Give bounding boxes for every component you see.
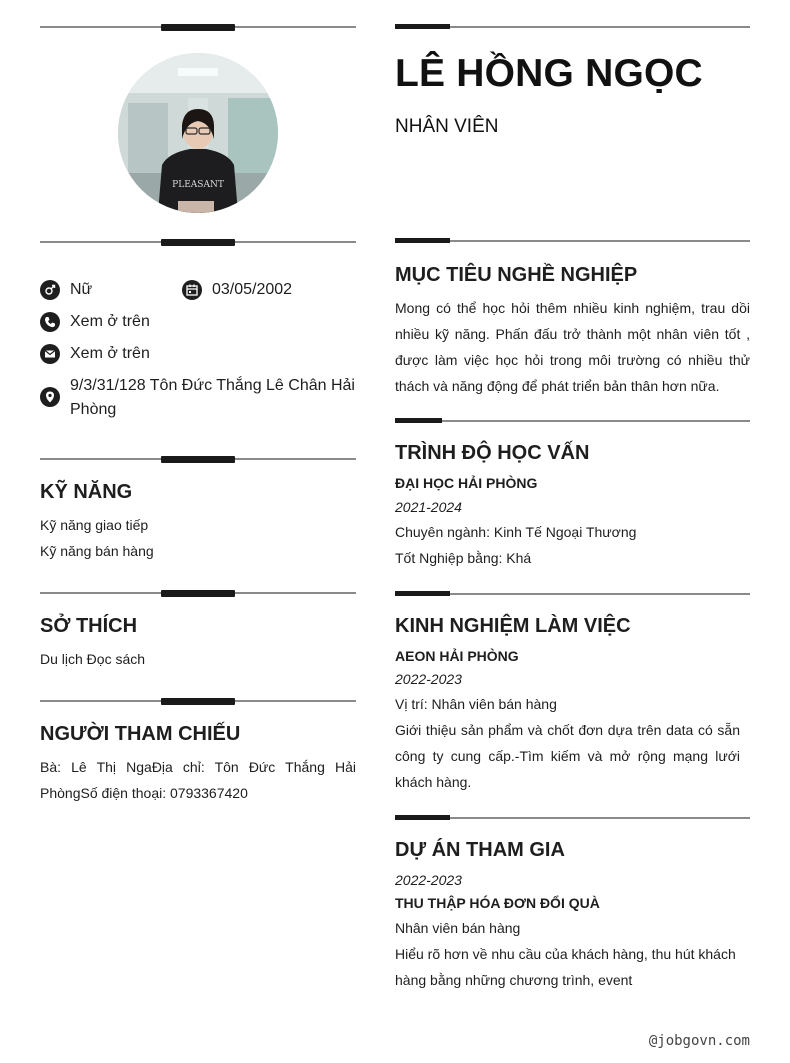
experience-company: AEON HẢI PHÒNG [395, 648, 519, 664]
phone-value: Xem ở trên [70, 313, 150, 330]
education-major: Chuyên ngành: Kinh Tế Ngoại Thương [395, 524, 637, 540]
phone-icon [40, 312, 60, 332]
objective-heading: MỤC TIÊU NGHỀ NGHIỆP [395, 264, 638, 286]
profile-photo [118, 53, 278, 213]
avatar [118, 53, 278, 213]
email-value: Xem ở trên [70, 345, 150, 362]
experience-period: 2022-2023 [395, 671, 462, 687]
project-name: THU THẬP HÓA ĐƠN ĐỔI QUÀ [395, 895, 600, 911]
education-period: 2021-2024 [395, 499, 462, 515]
contact-email [40, 342, 150, 366]
project-period: 2022-2023 [395, 872, 462, 888]
references-heading: NGƯỜI THAM CHIẾU [40, 723, 241, 745]
experience-description: Giới thiệu sản phẩm và chốt đơn dựa trên data có sẵn công ty cung cấp.-Tìm kiếm và mở rộng mạng lưới khách hàng. [395, 722, 740, 790]
contact-birthday [182, 278, 292, 302]
skill-item: Kỹ năng giao tiếp [40, 517, 149, 533]
job-title: NHÂN VIÊN [395, 116, 499, 137]
divider-experience [395, 593, 750, 595]
skills-heading: KỸ NĂNG [40, 481, 133, 503]
contact-address [40, 374, 356, 422]
project-role: Nhân viên bán hàng [395, 920, 521, 936]
education-grade: Tốt Nghiệp bằng: Khá [395, 550, 532, 566]
experience-position: Vị trí: Nhân viên bán hàng [395, 696, 557, 712]
full-name: LÊ HỒNG NGỌC [395, 52, 703, 95]
education-school: ĐẠI HỌC HẢI PHÒNG [395, 475, 538, 491]
divider-education [395, 420, 750, 422]
divider-skills [40, 458, 356, 460]
objective-text: Mong có thể học hỏi thêm nhiều kinh nghiệm, trau dồi nhiều kỹ năng. Phấn đấu trở thành một nhân viên tốt , được làm việc học hỏi trong môi trường có nhiều thử thách và năng động để phát triển bản thân hơn nữa. [395, 300, 750, 394]
location-pin-icon [40, 387, 60, 407]
hobbies-heading: SỞ THÍCH [40, 615, 138, 637]
hobbies-text: Du lịch Đọc sách [40, 651, 146, 667]
divider-projects [395, 817, 750, 819]
svg-text:PLEASANT: PLEASANT [172, 180, 224, 190]
divider-below-avatar [40, 241, 356, 243]
skill-item: Kỹ năng bán hàng [40, 543, 154, 559]
mail-icon [40, 344, 60, 364]
calendar-icon [182, 280, 202, 300]
gender-icon [40, 280, 60, 300]
contact-gender [40, 278, 92, 302]
divider-top-right [395, 26, 750, 28]
references-text: Bà: Lê Thị NgaĐịa chỉ: Tôn Đức Thắng Hải PhòngSố điện thoại: 0793367420 [40, 759, 356, 801]
divider-top-left [40, 26, 356, 28]
birthday-value: 03/05/2002 [212, 281, 293, 298]
education-heading: TRÌNH ĐỘ HỌC VẤN [395, 442, 590, 464]
gender-value: Nữ [70, 281, 93, 298]
projects-heading: DỰ ÁN THAM GIA [395, 839, 565, 861]
contact-phone [40, 310, 150, 334]
address-value: 9/3/31/128 Tôn Đức Thắng Lê Chân Hải Phòng [70, 377, 355, 418]
divider-hobbies [40, 592, 356, 594]
divider-references [40, 700, 356, 702]
experience-heading: KINH NGHIỆM LÀM VIỆC [395, 615, 631, 637]
watermark: @jobgovn.com [648, 1033, 750, 1049]
project-description: Hiểu rõ hơn về nhu cầu của khách hàng, thu hút khách hàng bằng những chương trình, event [395, 946, 736, 988]
divider-objective [395, 240, 750, 242]
